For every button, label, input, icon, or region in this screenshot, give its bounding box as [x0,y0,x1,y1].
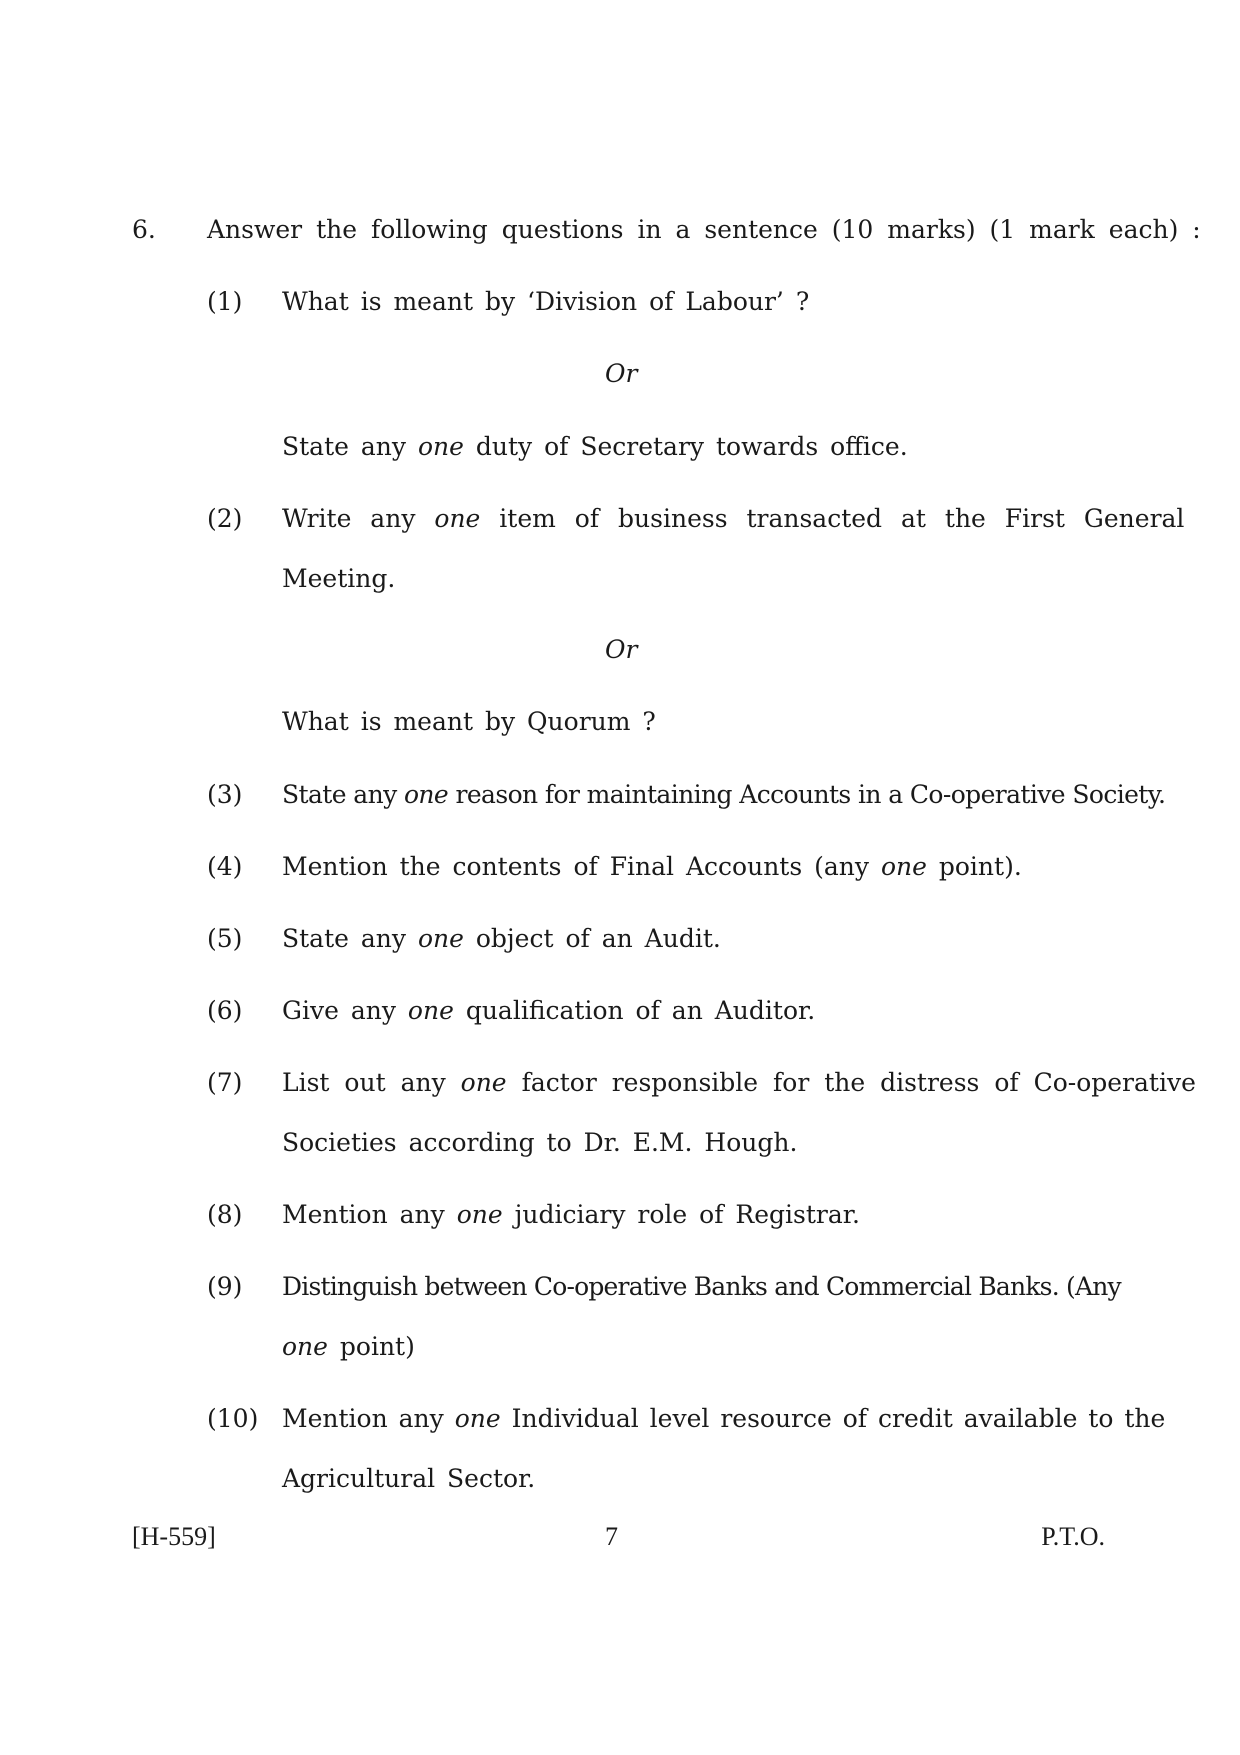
item-7-line-2: Societies according to Dr. E.M. Hough. [282,1128,798,1157]
item-7-before: List out any [282,1068,446,1097]
item-1-alt-before: State any [282,432,406,461]
item-2-or: Or [605,635,638,664]
item-2-emphasis: one [434,504,481,533]
question-heading-text: Answer the following questions in a sentence (10 marks) (1 mark each) : [207,215,1201,244]
item-1-alt-emphasis: one [417,432,464,461]
item-6-emphasis: one [407,996,454,1025]
item-10-number: (10) [207,1404,259,1433]
item-7-emphasis: one [460,1068,507,1097]
item-6-number: (6) [207,996,243,1025]
item-3-before: State any [282,780,397,809]
item-5-number: (5) [207,924,243,953]
item-6-text [282,994,815,1028]
item-8-after: judiciary role of Registrar. [514,1200,860,1229]
item-10-before: Mention any [282,1404,444,1433]
item-7-line-1 [282,1066,1196,1100]
item-2-number: (2) [207,504,243,533]
item-4-text [282,850,1022,884]
item-2-before: Write any [282,504,416,533]
item-8-text [282,1198,860,1232]
item-2-alternative: What is meant by Quorum ? [282,707,656,736]
item-8-emphasis: one [456,1200,503,1229]
item-10-emphasis: one [454,1404,501,1433]
item-6-after: qualification of an Auditor. [465,996,816,1025]
item-1-text: What is meant by ‘Division of Labour’ ? [282,287,810,316]
item-5-after: object of an Audit. [475,924,721,953]
item-2-after: item of business transacted at the First General [499,504,1185,533]
item-3-after: reason for maintaining Accounts in a Co-operative Society. [455,780,1166,809]
item-9-line-1: Distinguish between Co-operative Banks and Commercial Banks. (Any [282,1272,1121,1301]
question-heading [207,213,1201,247]
item-9-after: point) [339,1332,415,1361]
item-3-number: (3) [207,780,243,809]
item-2-line-2: Meeting. [282,564,396,593]
item-8-number: (8) [207,1200,243,1229]
item-6-before: Give any [282,996,396,1025]
item-5-text [282,922,721,956]
item-4-after: point). [938,852,1022,881]
item-4-emphasis: one [880,852,927,881]
item-8-before: Mention any [282,1200,445,1229]
item-7-after: factor responsible for the distress of Co-operative [521,1068,1196,1097]
item-10-line-2: Agricultural Sector. [282,1464,536,1493]
item-1-number: (1) [207,287,243,316]
item-5-emphasis: one [417,924,464,953]
item-7-number: (7) [207,1068,243,1097]
item-3-text [282,778,1165,812]
footer-page-number: 7 [605,1522,618,1551]
item-2-line-1 [282,502,1184,536]
item-1-or: Or [605,359,638,388]
item-3-emphasis: one [403,780,449,809]
item-1-alt-after: duty of Secretary towards office. [475,432,908,461]
item-9-emphasis: one [282,1332,328,1361]
question-number: 6. [132,215,156,244]
footer-pto: P.T.O. [1041,1522,1105,1551]
item-1-alternative [282,430,908,464]
item-9-number: (9) [207,1272,243,1301]
item-4-before: Mention the contents of Final Accounts (any [282,852,870,881]
footer-paper-code: [H-559] [132,1522,216,1551]
item-10-after: Individual level resource of credit available to the [511,1404,1166,1433]
item-10-line-1 [282,1402,1165,1436]
item-9-line-2 [282,1330,415,1364]
item-5-before: State any [282,924,406,953]
item-4-number: (4) [207,852,243,881]
